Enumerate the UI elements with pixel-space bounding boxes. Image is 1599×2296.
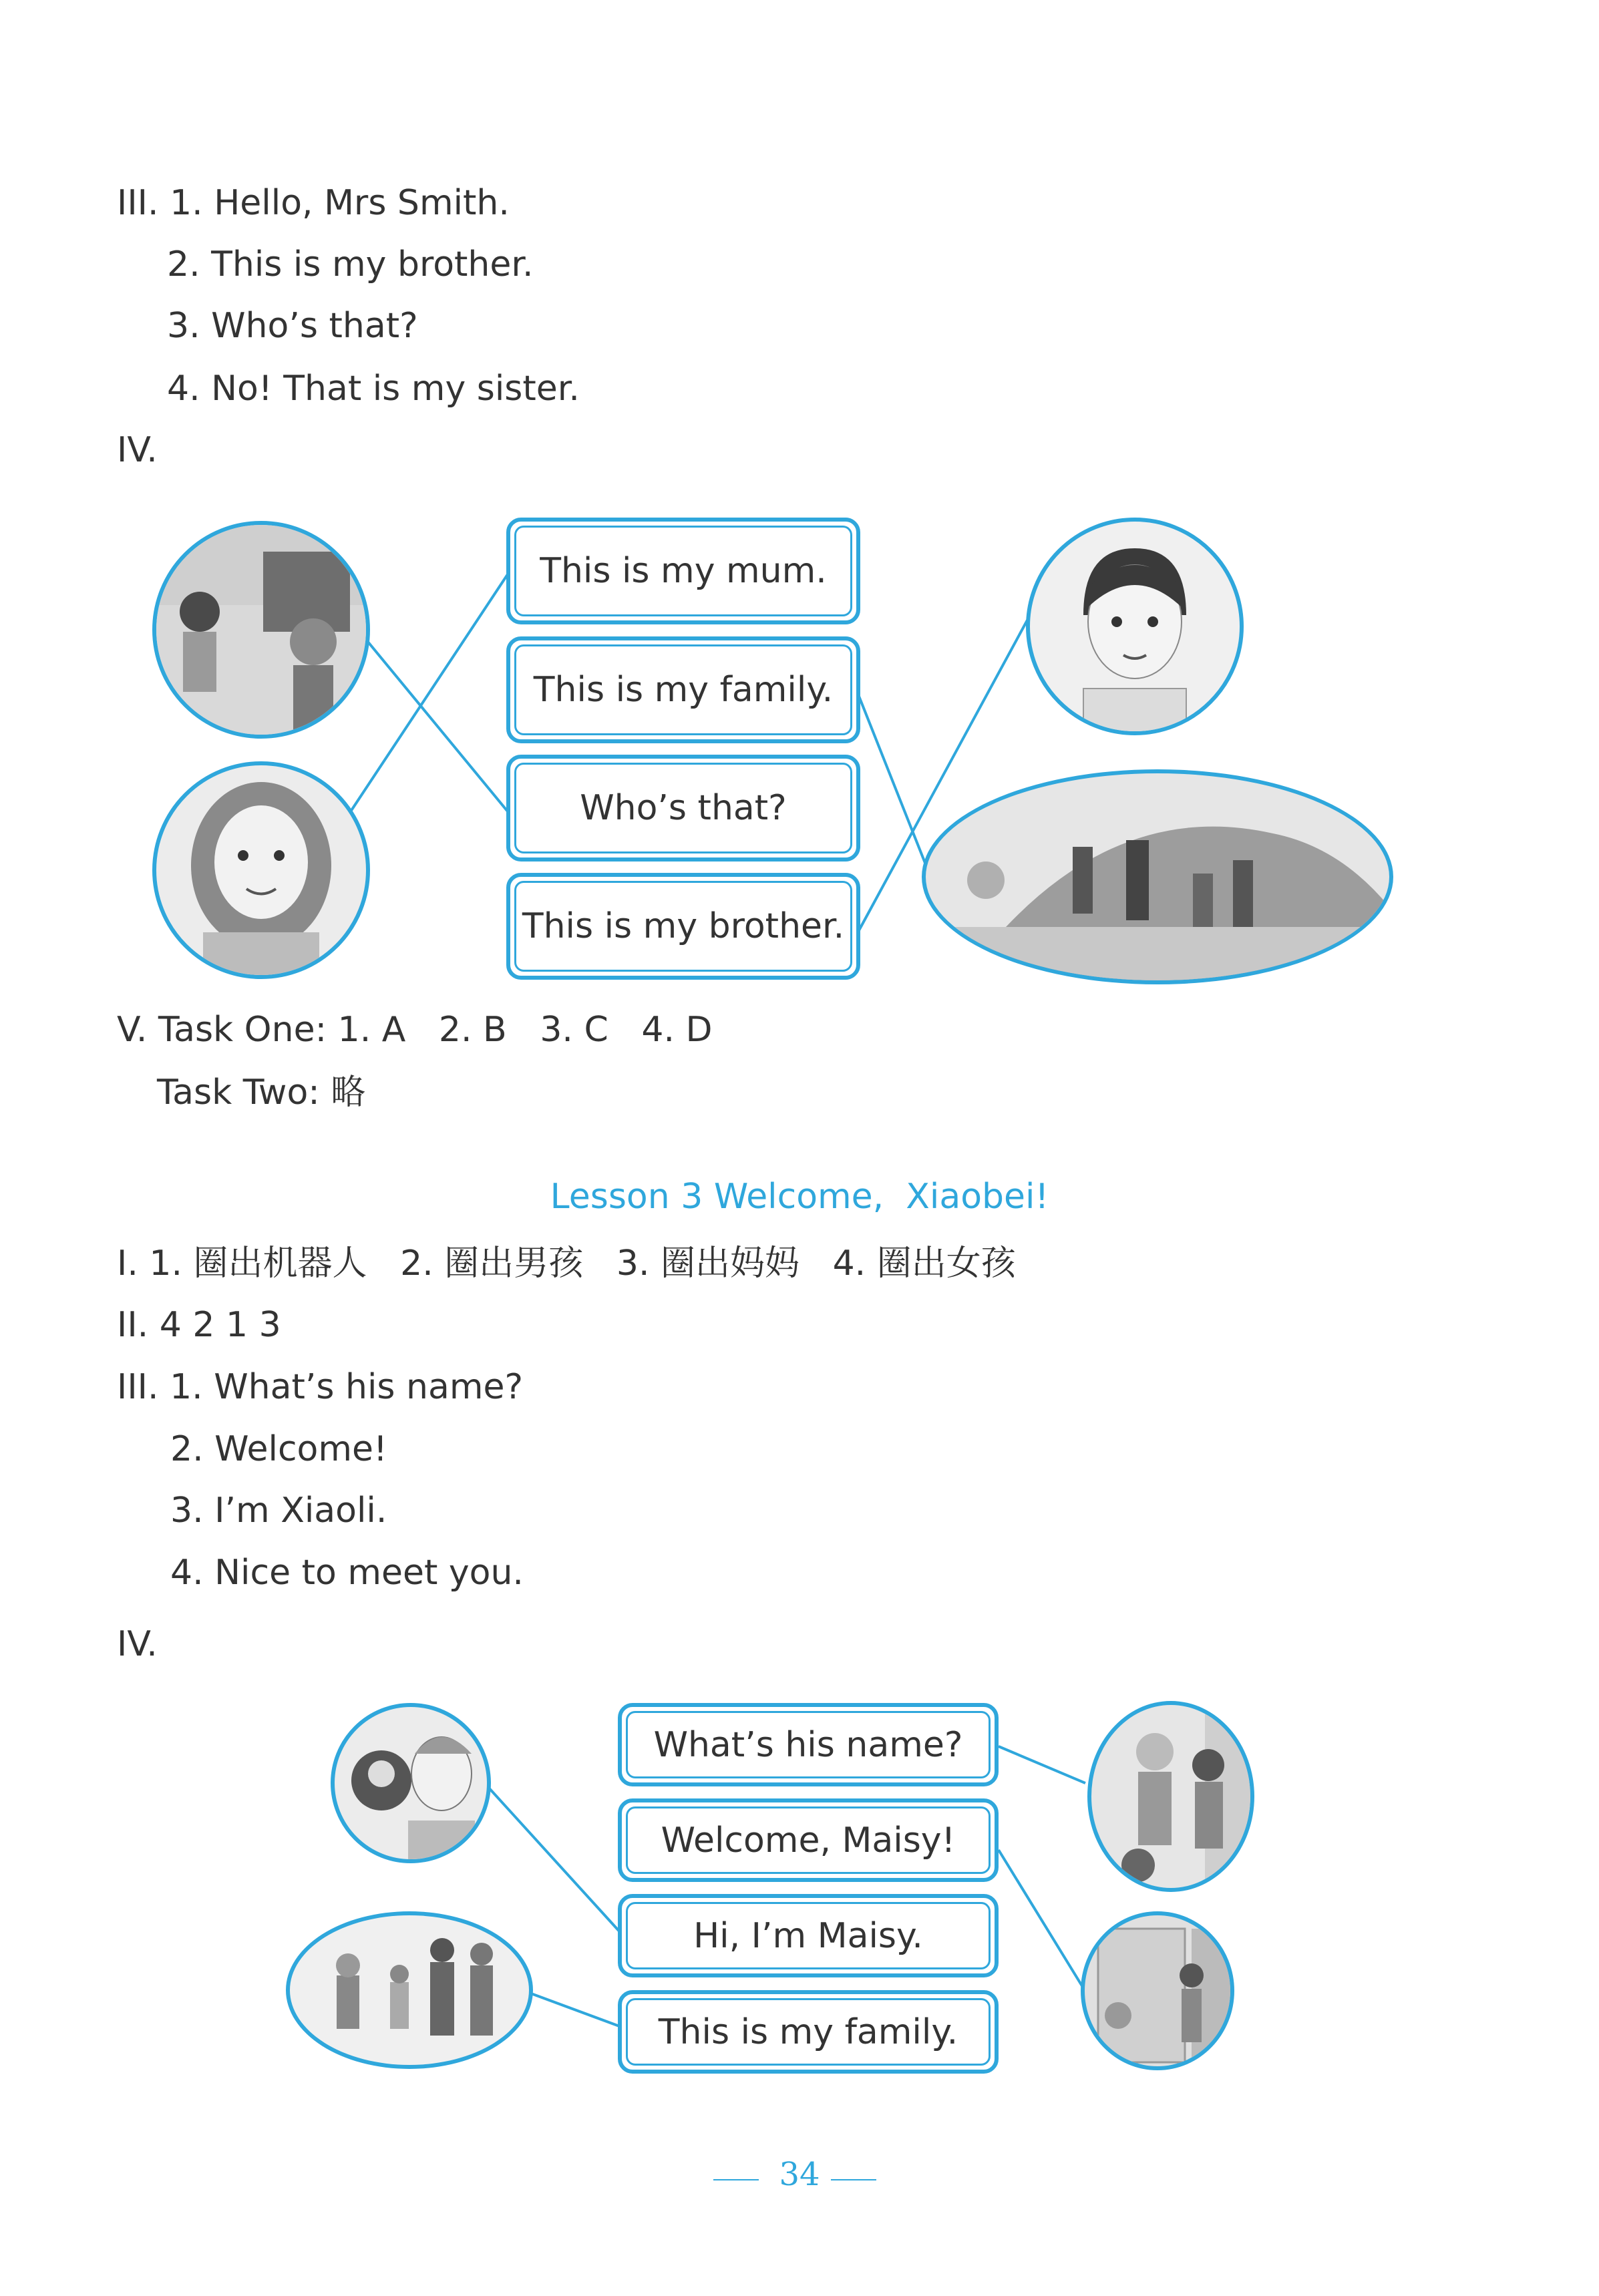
- answer-iii-4: 4. No! That is my sister.: [167, 369, 580, 409]
- lesson-title: Lesson 3 Welcome, Xiaobei!: [550, 1177, 1049, 1217]
- lesson3-answer-iii-4: 4. Nice to meet you.: [170, 1553, 524, 1593]
- lesson3-answer-iv-label: IV.: [117, 1624, 158, 1664]
- box-label: Hi, I’m Maisy.: [693, 1915, 923, 1956]
- answer-iii-3: 3. Who’s that?: [167, 306, 418, 346]
- box-welcome-maisy[interactable]: [618, 1798, 999, 1882]
- box-label: Welcome, Maisy!: [661, 1820, 956, 1861]
- box-this-is-my-family-l3[interactable]: [618, 1990, 999, 2074]
- picture-boys-room: [152, 521, 370, 739]
- page-number-rule-right: [831, 2179, 876, 2180]
- picture-family-planting: [922, 769, 1393, 984]
- lesson3-answer-i: I. 1. 圈出机器人 2. 圈出男孩 3. 圈出妈妈 4. 圈出女孩: [117, 1243, 1016, 1284]
- page-number: 34: [779, 2156, 820, 2193]
- box-label: This is my mum.: [540, 551, 827, 591]
- box-label: This is my family.: [533, 670, 834, 710]
- box-label: This is my brother.: [522, 906, 845, 946]
- box-this-is-my-mum[interactable]: [506, 518, 860, 624]
- box-this-is-my-family[interactable]: [506, 636, 860, 743]
- lesson3-answer-ii: II. 4 2 1 3: [117, 1305, 281, 1345]
- box-whats-his-name[interactable]: [618, 1703, 999, 1786]
- picture-robot-girl: [331, 1703, 491, 1863]
- box-whos-that[interactable]: [506, 755, 860, 862]
- box-label: This is my family.: [658, 2012, 958, 2052]
- page-number-rule-left: [713, 2179, 759, 2180]
- box-hi-im-maisy[interactable]: [618, 1894, 999, 1977]
- box-label: Who’s that?: [580, 788, 787, 828]
- answer-v-task-one: V. Task One: 1. A 2. B 3. C 4. D: [117, 1010, 713, 1050]
- answer-v-task-two: Task Two: 略: [157, 1073, 366, 1113]
- answer-iv-label: IV.: [117, 430, 158, 470]
- box-label: What’s his name?: [653, 1724, 963, 1765]
- lesson3-answer-iii-3: 3. I’m Xiaoli.: [170, 1491, 387, 1531]
- box-this-is-my-brother[interactable]: [506, 873, 860, 980]
- picture-brother: [1026, 518, 1244, 735]
- picture-door-kids: [1081, 1911, 1234, 2070]
- lesson3-answer-iii-1: III. 1. What’s his name?: [117, 1367, 524, 1407]
- lesson3-answer-iii-2: 2. Welcome!: [170, 1429, 387, 1469]
- answer-iii-2: 2. This is my brother.: [167, 244, 534, 284]
- picture-mum: [152, 761, 370, 979]
- answer-iii-1: III. 1. Hello, Mrs Smith.: [117, 183, 510, 223]
- picture-family-running: [286, 1911, 533, 2069]
- picture-two-girls: [1087, 1701, 1254, 1892]
